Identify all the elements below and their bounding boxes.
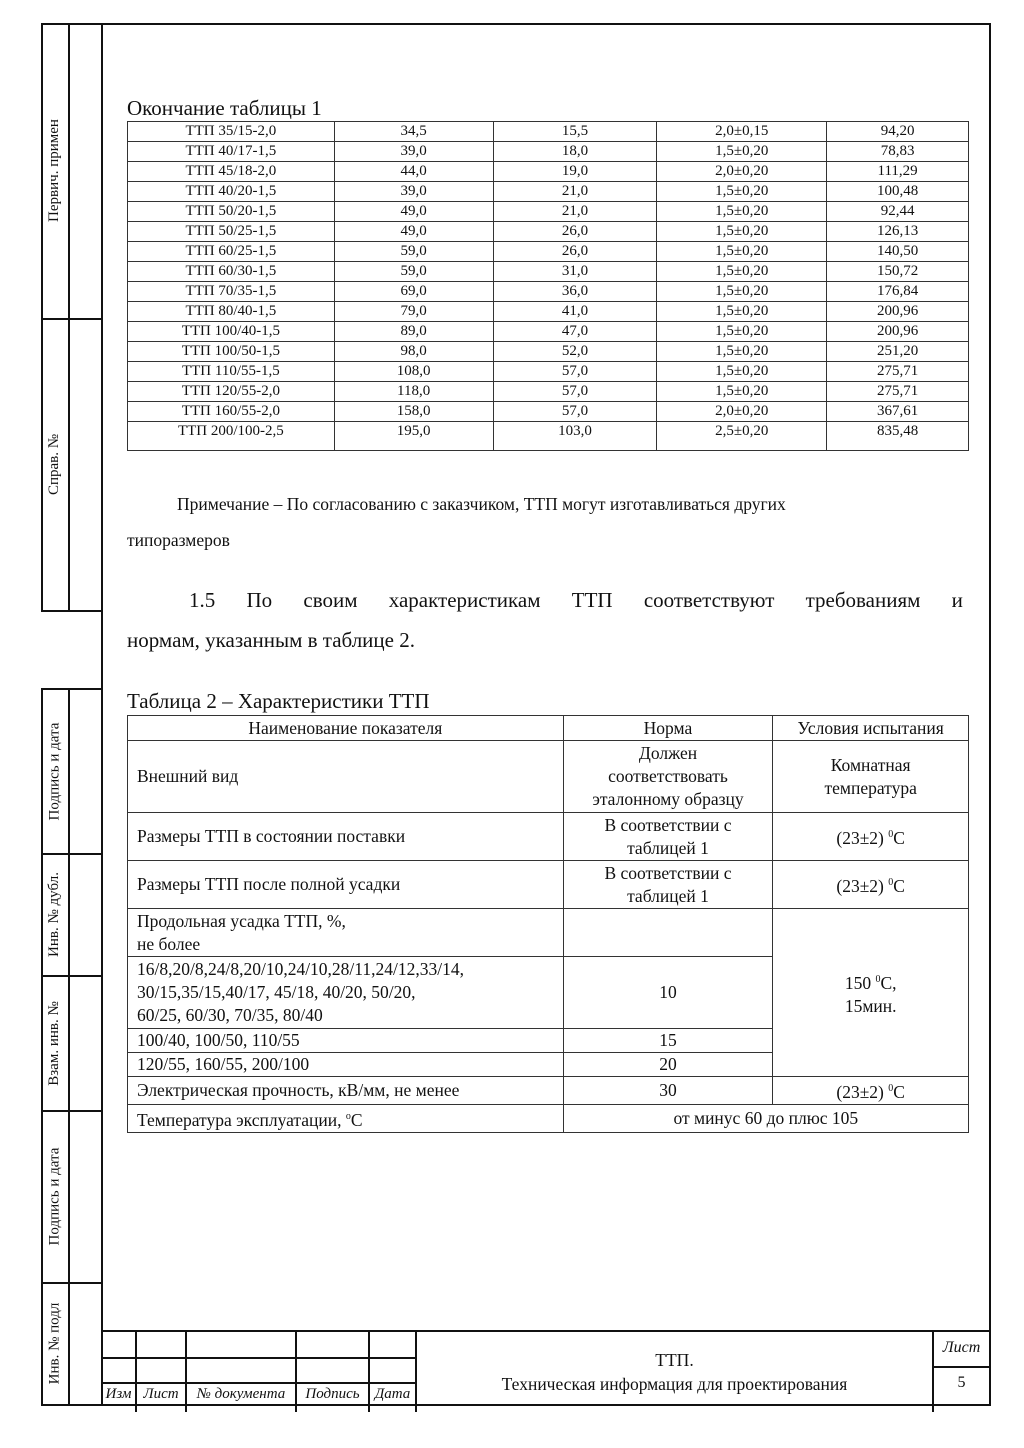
cell-dim-1: 195,0	[334, 422, 493, 451]
sheet-label: Лист	[942, 1339, 981, 1356]
table2-caption: Таблица 2 – Характеристики ТТП	[127, 689, 430, 713]
cell-weight: 275,71	[827, 382, 969, 402]
cell-dim-2: 41,0	[493, 302, 657, 322]
section-1-5-line-1: 1.5 По своим характеристикам ТТП соответствуют требованиям и	[127, 580, 969, 620]
cell-dim-1: 98,0	[334, 342, 493, 362]
table-row	[128, 142, 969, 162]
cell-dim-2: 57,0	[493, 362, 657, 382]
cell-weight: 251,20	[827, 342, 969, 362]
cell-product: ТТП 60/30-1,5	[128, 262, 335, 282]
col-label-date: Дата	[374, 1386, 411, 1402]
cell-wall: 1,5±0,20	[657, 322, 827, 342]
cell-dim-1: 39,0	[334, 142, 493, 162]
section-number: 1.5	[189, 588, 216, 612]
cell-dim-2: 57,0	[493, 402, 657, 422]
stamp-label-ref-no: Справ. №	[46, 433, 62, 496]
table-row	[128, 242, 969, 262]
table-row	[128, 222, 969, 242]
cell-wall: 2,5±0,20	[657, 422, 827, 451]
table-row	[128, 382, 969, 402]
table-row: 16/8,20/8,24/8,20/10,24/10,28/11,24/12,33/14, 30/15,35/15,40/17, 45/18, 40/20, 50/20, 60/25, 60/30, 70/35, 80/40 10	[128, 957, 969, 1029]
cell-weight: 140,50	[827, 242, 969, 262]
table2	[127, 715, 969, 1133]
cell-product: ТТП 40/20-1,5	[128, 182, 335, 202]
cell-dim-1: 39,0	[334, 182, 493, 202]
cell-wall: 1,5±0,20	[657, 202, 827, 222]
cell-dim-1: 44,0	[334, 162, 493, 182]
document-title	[417, 1348, 932, 1396]
cell-wall: 1,5±0,20	[657, 262, 827, 282]
note-paragraph	[127, 486, 969, 558]
table-row	[128, 302, 969, 322]
sheet-number: 5	[957, 1374, 966, 1391]
cell-wall: 1,5±0,20	[657, 362, 827, 382]
cell-dim-2: 52,0	[493, 342, 657, 362]
cell-dim-1: 69,0	[334, 282, 493, 302]
table-row: 120/55, 160/55, 200/100 20	[128, 1053, 969, 1077]
cell-dim-2: 36,0	[493, 282, 657, 302]
stamp-label-replace-inv: Взам. инв. №	[46, 1000, 62, 1086]
stamp-label-inv-orig: Инв. № подл	[46, 1302, 62, 1385]
cell-dim-1: 49,0	[334, 202, 493, 222]
cell-product: ТТП 45/18-2,0	[128, 162, 335, 182]
header-indicator: Наименование показателя	[128, 716, 564, 741]
table1-caption: Окончание таблицы 1	[127, 96, 322, 120]
cell-product: ТТП 60/25-1,5	[128, 242, 335, 262]
cell-product: ТТП 100/50-1,5	[128, 342, 335, 362]
document-title-line-2: Техническая информация для проектирования	[501, 1374, 848, 1394]
cell-weight: 92,44	[827, 202, 969, 222]
cell-product: ТТП 110/55-1,5	[128, 362, 335, 382]
cell-weight: 94,20	[827, 122, 969, 142]
cell-product: ТТП 70/35-1,5	[128, 282, 335, 302]
cell-product: ТТП 35/15-2,0	[128, 122, 335, 142]
cell-weight: 150,72	[827, 262, 969, 282]
cell-weight: 111,29	[827, 162, 969, 182]
cell-weight: 200,96	[827, 322, 969, 342]
table-row: Продольная усадка ТТП, %, не более 150 $^0$С, 15мин.	[128, 909, 969, 957]
cell-dim-1: 59,0	[334, 262, 493, 282]
cell-product: ТТП 50/25-1,5	[128, 222, 335, 242]
cell-dim-1: 118,0	[334, 382, 493, 402]
cell-weight: 200,96	[827, 302, 969, 322]
table-row	[128, 282, 969, 302]
cell-weight: 835,48	[827, 422, 969, 451]
cell-dim-2: 21,0	[493, 202, 657, 222]
cell-wall: 1,5±0,20	[657, 142, 827, 162]
cell-weight: 100,48	[827, 182, 969, 202]
section-1-5	[127, 580, 969, 660]
cell-wall: 1,5±0,20	[657, 342, 827, 362]
table-row	[128, 202, 969, 222]
table-row	[128, 122, 969, 142]
cell-dim-2: 26,0	[493, 222, 657, 242]
cell-product: ТТП 200/100-2,5	[128, 422, 335, 451]
cell-dim-1: 158,0	[334, 402, 493, 422]
stamp-label-signature-date-1: Подпись и дата	[46, 722, 63, 821]
cell-dim-2: 15,5	[493, 122, 657, 142]
cell-dim-1: 89,0	[334, 322, 493, 342]
table-row	[128, 322, 969, 342]
cell-product: ТТП 160/55-2,0	[128, 402, 335, 422]
table-row	[128, 422, 969, 451]
cell-wall: 1,5±0,20	[657, 182, 827, 202]
cell-weight: 275,71	[827, 362, 969, 382]
col-label-change: Изм	[105, 1386, 132, 1402]
note-line-1: Примечание – По согласованию с заказчиком, ТТП могут изготавливаться других	[177, 494, 786, 514]
cell-weight: 78,83	[827, 142, 969, 162]
cell-dim-1: 59,0	[334, 242, 493, 262]
cell-wall: 2,0±0,20	[657, 402, 827, 422]
cell-product: ТТП 120/55-2,0	[128, 382, 335, 402]
table-row	[128, 402, 969, 422]
table-row: Температура эксплуатации, $^о$С от минус 60 до плюс 105	[128, 1105, 969, 1133]
cell-dim-1: 49,0	[334, 222, 493, 242]
cell-dim-2: 18,0	[493, 142, 657, 162]
table1	[127, 121, 969, 451]
cell-product: ТТП 80/40-1,5	[128, 302, 335, 322]
cell-dim-2: 31,0	[493, 262, 657, 282]
header-norm: Норма	[563, 716, 773, 741]
col-label-doc-no: № документа	[196, 1386, 286, 1402]
col-label-signature: Подпись	[305, 1386, 360, 1402]
stamp-label-first-use: Первич. примен	[46, 119, 63, 222]
cell-wall: 1,5±0,20	[657, 302, 827, 322]
stamp-label-inv-dup: Инв. № дубл.	[46, 872, 62, 957]
table-row	[128, 262, 969, 282]
cell-product: ТТП 40/17-1,5	[128, 142, 335, 162]
cell-product: ТТП 100/40-1,5	[128, 322, 335, 342]
cell-product: ТТП 50/20-1,5	[128, 202, 335, 222]
cell-weight: 367,61	[827, 402, 969, 422]
cell-dim-1: 79,0	[334, 302, 493, 322]
stamp-label-signature-date-2: Подпись и дата	[46, 1147, 63, 1246]
cell-dim-2: 21,0	[493, 182, 657, 202]
cell-weight: 126,13	[827, 222, 969, 242]
table2-header-row	[128, 716, 969, 741]
cell-dim-2: 19,0	[493, 162, 657, 182]
cell-wall: 1,5±0,20	[657, 382, 827, 402]
note-line-2: типоразмеров	[127, 530, 230, 550]
cell-dim-2: 47,0	[493, 322, 657, 342]
table-row	[128, 182, 969, 202]
table-row: Размеры ТТП в состоянии поставки В соответствии с таблицей 1 (23±2) $^0$С	[128, 813, 969, 861]
cell-weight: 176,84	[827, 282, 969, 302]
cell-wall: 2,0±0,15	[657, 122, 827, 142]
table-row	[128, 362, 969, 382]
table-row: Внешний вид Должен соответствовать эталонному образцу Комнатная температура	[128, 741, 969, 813]
table-row	[128, 162, 969, 182]
section-1-5-line-2: нормам, указанным в таблице 2.	[127, 628, 415, 652]
document-title-line-1: ТТП.	[655, 1350, 694, 1370]
table-row: Электрическая прочность, кВ/мм, не менее 30 (23±2) $^0$С	[128, 1077, 969, 1105]
cell-dim-2: 57,0	[493, 382, 657, 402]
col-label-sheet: Лист	[143, 1386, 179, 1402]
cell-wall: 2,0±0,20	[657, 162, 827, 182]
shrinkage-test-conditions: 150 $^0$С, 15мин.	[773, 909, 969, 1077]
table-row: 100/40, 100/50, 110/55 15	[128, 1029, 969, 1053]
table-row	[128, 342, 969, 362]
cell-wall: 1,5±0,20	[657, 242, 827, 262]
cell-wall: 1,5±0,20	[657, 222, 827, 242]
cell-dim-1: 108,0	[334, 362, 493, 382]
cell-dim-2: 103,0	[493, 422, 657, 451]
header-test-conditions: Условия испытания	[773, 716, 969, 741]
cell-dim-1: 34,5	[334, 122, 493, 142]
table-row: Размеры ТТП после полной усадки В соответствии с таблицей 1 (23±2) $^0$С	[128, 861, 969, 909]
cell-wall: 1,5±0,20	[657, 282, 827, 302]
cell-dim-2: 26,0	[493, 242, 657, 262]
